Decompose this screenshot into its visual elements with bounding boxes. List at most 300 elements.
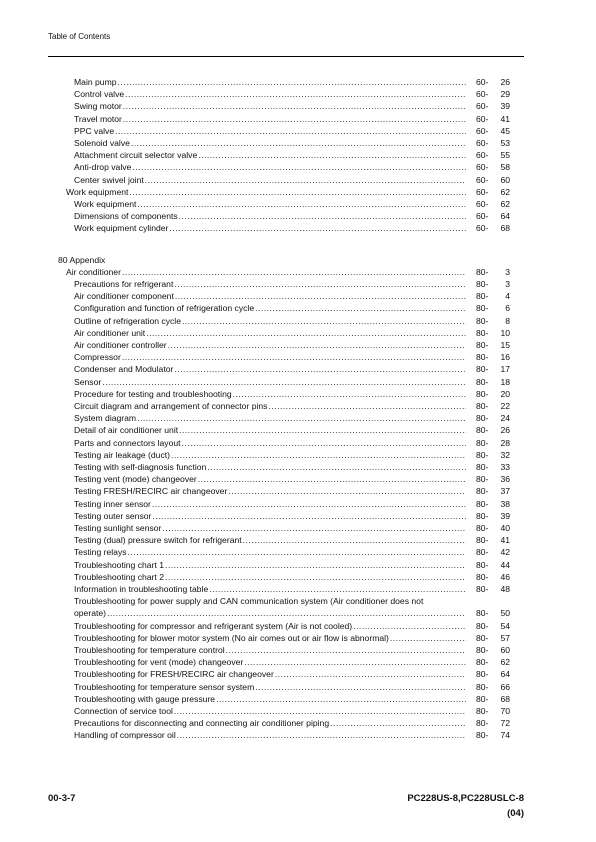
toc-section-number: 80- xyxy=(476,632,489,643)
toc-entry-label-wrap xyxy=(66,186,466,198)
toc-section-number: 60- xyxy=(476,89,489,100)
toc-page-number: 40 xyxy=(500,522,510,533)
toc-entry-continued-line xyxy=(0,595,596,607)
toc-entry-title: Circuit diagram and arrangement of connector pins xyxy=(74,400,268,411)
toc-section-number: 60- xyxy=(476,77,489,87)
dot-leader xyxy=(226,644,466,656)
dot-leader xyxy=(233,388,466,400)
toc-page-number: 53 xyxy=(500,138,510,148)
toc-entry[interactable] xyxy=(0,174,596,186)
toc-entry-title: Testing FRESH/RECIRC air changeover xyxy=(74,486,228,497)
dot-leader xyxy=(165,559,466,571)
toc-section-number: 80- xyxy=(476,730,489,741)
toc-entry[interactable] xyxy=(0,161,596,173)
toc-entry[interactable] xyxy=(0,76,596,88)
toc-page-number: 16 xyxy=(500,352,510,363)
toc-section-number: 80- xyxy=(476,278,489,289)
toc-entry[interactable] xyxy=(0,210,596,222)
toc-page-number: 33 xyxy=(500,461,510,472)
toc-entry-title: Air conditioner controller xyxy=(74,339,167,350)
toc-page-number: 15 xyxy=(500,339,510,350)
toc-entry[interactable] xyxy=(0,498,596,510)
toc-page-number: 74 xyxy=(500,730,510,741)
toc-entry[interactable] xyxy=(0,278,596,290)
toc-section-number: 80- xyxy=(476,315,489,326)
toc-entry[interactable] xyxy=(0,693,596,705)
toc-entry[interactable] xyxy=(0,717,596,729)
toc-entry-label-wrap xyxy=(74,681,466,693)
toc-section-number: 80- xyxy=(476,583,489,594)
toc-entry[interactable] xyxy=(0,315,596,327)
toc-entry-title: Compressor xyxy=(74,352,121,363)
toc-entry-title: Testing relays xyxy=(74,547,127,558)
toc-entry-title: Information in troubleshooting table xyxy=(74,583,209,594)
toc-page-number: 60 xyxy=(500,644,510,655)
toc-entry-label-wrap xyxy=(74,412,466,424)
dot-leader xyxy=(137,412,466,424)
dot-leader xyxy=(198,149,466,161)
toc-entry[interactable] xyxy=(0,339,596,351)
toc-entry-title: Parts and connectors layout xyxy=(74,437,181,448)
dot-leader xyxy=(244,656,466,668)
toc-entry[interactable] xyxy=(0,620,596,632)
toc-section-number: 80- xyxy=(476,425,489,436)
toc-entry-title: Connection of service tool xyxy=(74,705,173,716)
toc-entry-label-wrap xyxy=(74,174,466,186)
dot-leader xyxy=(131,137,466,149)
toc-entry-label-wrap xyxy=(74,437,466,449)
toc-entry-title: Troubleshooting for blower motor system (No air comes out or air flow is abnormal) xyxy=(74,632,389,643)
toc-page-number: 42 xyxy=(500,547,510,558)
toc-section-number: 80- xyxy=(476,608,489,619)
toc-entry[interactable] xyxy=(0,571,596,583)
toc-page-number: 37 xyxy=(500,486,510,497)
toc-entry-label-wrap xyxy=(74,485,466,497)
toc-entry[interactable] xyxy=(0,485,596,497)
toc-entry-label-wrap xyxy=(74,571,466,583)
toc-page-number: 62 xyxy=(500,199,510,209)
toc-entry-title: Condenser and Modulator xyxy=(74,364,174,375)
toc-entry[interactable] xyxy=(0,149,596,161)
toc-page-number: 18 xyxy=(500,376,510,387)
toc-entry-label-wrap xyxy=(74,290,466,302)
toc-section-number: 60- xyxy=(476,211,489,222)
toc-section-number: 80- xyxy=(476,266,489,277)
toc-entry-title: Testing outer sensor xyxy=(74,510,152,521)
toc-entry[interactable] xyxy=(0,510,596,522)
toc-entry-label-wrap xyxy=(74,583,466,595)
toc-entry-label-wrap xyxy=(74,473,466,485)
toc-page-number: 72 xyxy=(500,718,510,729)
toc-entry-title: Work equipment xyxy=(66,186,129,197)
dot-leader xyxy=(182,437,466,449)
toc-entry[interactable] xyxy=(0,88,596,100)
dot-leader xyxy=(125,88,466,100)
toc-entry-label-wrap xyxy=(74,705,466,717)
toc-entry-title: Attachment circuit selector valve xyxy=(74,150,198,161)
dot-leader xyxy=(275,668,466,680)
toc-entry[interactable] xyxy=(0,449,596,461)
toc-section-number: 60- xyxy=(476,150,489,161)
toc-entry[interactable] xyxy=(0,632,596,644)
toc-page-number: 62 xyxy=(500,186,510,197)
toc-entry-title: Precautions for refrigerant xyxy=(74,278,174,289)
chapter-heading-row xyxy=(0,254,596,266)
toc-section-number: 80- xyxy=(476,327,489,338)
toc-page-number: 44 xyxy=(500,559,510,570)
model-code: PC228US-8,PC228USLC-8 xyxy=(407,793,524,804)
toc-page-number: 39 xyxy=(500,510,510,521)
dot-leader xyxy=(123,113,466,125)
toc-entry-label-wrap xyxy=(74,125,466,137)
toc-entry-label-wrap xyxy=(74,339,466,351)
toc-entry-label-wrap xyxy=(74,210,466,222)
toc-section-number: 80- xyxy=(476,571,489,582)
toc-entry[interactable] xyxy=(0,668,596,680)
toc-entry-label-wrap xyxy=(74,376,466,388)
toc-entry[interactable] xyxy=(0,424,596,436)
toc-entry[interactable] xyxy=(0,400,596,412)
dot-leader xyxy=(146,327,466,339)
toc-entry[interactable] xyxy=(0,461,596,473)
toc-page-number: 8 xyxy=(505,315,510,326)
toc-section-number: 80- xyxy=(476,449,489,460)
toc-entry[interactable] xyxy=(0,222,596,234)
toc-section-number: 80- xyxy=(476,364,489,375)
toc-entry-title: Air conditioner xyxy=(66,266,121,277)
toc-entry[interactable] xyxy=(0,137,596,149)
toc-entry-label-wrap xyxy=(74,400,466,412)
toc-entry-label-wrap xyxy=(74,546,466,558)
toc-entry-title: Detail of air conditioner unit xyxy=(74,425,179,436)
toc-entry-label-wrap xyxy=(74,315,466,327)
toc-section-number: 80- xyxy=(476,437,489,448)
toc-page-number: 55 xyxy=(500,150,510,161)
toc-page-number: 64 xyxy=(500,211,510,222)
dot-leader xyxy=(198,473,466,485)
dot-leader xyxy=(132,161,466,173)
toc-page-number: 58 xyxy=(500,162,510,173)
toc-entry-label-wrap xyxy=(74,363,466,375)
toc-entry[interactable] xyxy=(0,705,596,717)
toc-section-number: 80- xyxy=(476,522,489,533)
toc-entry-label-wrap xyxy=(74,656,466,668)
toc-entry-label-wrap xyxy=(74,510,466,522)
toc-entry-label-wrap xyxy=(74,729,466,741)
dot-leader xyxy=(177,729,466,741)
toc-section-number: 60- xyxy=(476,199,489,209)
toc-page-number: 39 xyxy=(500,101,510,112)
toc-entry-title: Work equipment xyxy=(74,199,137,209)
dot-leader xyxy=(152,498,466,510)
toc-entry-label-wrap xyxy=(74,88,466,100)
toc-entry[interactable] xyxy=(0,113,596,125)
toc-entry[interactable] xyxy=(0,351,596,363)
toc-entry[interactable] xyxy=(0,290,596,302)
toc-section-number: 80- xyxy=(476,547,489,558)
toc-entry-label-wrap xyxy=(74,668,466,680)
toc-entry[interactable] xyxy=(0,607,596,619)
dot-leader xyxy=(179,210,466,222)
dot-leader xyxy=(168,339,466,351)
dot-leader xyxy=(145,174,466,186)
toc-entry-label-wrap xyxy=(74,327,466,339)
toc-entry[interactable] xyxy=(0,363,596,375)
dot-leader xyxy=(353,620,466,632)
dot-leader xyxy=(255,681,466,693)
toc-entry-title: Testing with self-diagnosis function xyxy=(74,461,207,472)
dot-leader xyxy=(152,510,466,522)
toc-entry-label-wrap xyxy=(66,266,466,278)
toc-section-number: 80- xyxy=(476,705,489,716)
dot-leader xyxy=(129,186,466,198)
toc-entry-label-wrap xyxy=(74,113,466,125)
toc-entry-title: Anti-drop valve xyxy=(74,162,132,173)
toc-entry[interactable] xyxy=(0,266,596,278)
toc-entry-label-wrap xyxy=(74,388,466,400)
toc-entry[interactable] xyxy=(0,437,596,449)
toc-entry[interactable] xyxy=(0,681,596,693)
toc-entry-title: System diagram xyxy=(74,413,137,424)
toc-entry-title: Solenoid valve xyxy=(74,138,130,148)
toc-entry-title: Troubleshooting chart 2 xyxy=(74,571,164,582)
dot-leader xyxy=(118,76,466,88)
toc-page-number: 66 xyxy=(500,681,510,692)
chapter-heading: 80 Appendix xyxy=(58,254,106,265)
toc-entry[interactable] xyxy=(0,656,596,668)
toc-entry-title: Precautions for disconnecting and connecting air conditioner piping xyxy=(74,718,330,729)
dot-leader xyxy=(179,424,466,436)
toc-section-number: 80- xyxy=(476,303,489,314)
toc-entry-label-wrap xyxy=(74,278,466,290)
toc-page-number: 26 xyxy=(500,425,510,436)
toc-entry-title: Main pump xyxy=(74,77,117,87)
toc-page-number: 64 xyxy=(500,669,510,680)
toc-section-number: 80- xyxy=(476,388,489,399)
toc-entry[interactable] xyxy=(0,412,596,424)
toc-section-number: 80- xyxy=(476,413,489,424)
dot-leader xyxy=(174,363,466,375)
toc-entry[interactable] xyxy=(0,125,596,137)
toc-entry-title: Testing (dual) pressure switch for refrigerant xyxy=(74,535,242,546)
toc-entry-title: Testing vent (mode) changeover xyxy=(74,474,197,485)
toc-section-number: 80- xyxy=(476,693,489,704)
toc-section-number: 60- xyxy=(476,101,489,112)
toc-page-number: 28 xyxy=(500,437,510,448)
dot-leader xyxy=(207,461,466,473)
toc-page-number: 48 xyxy=(500,583,510,594)
toc-section-number: 80- xyxy=(476,474,489,485)
toc-entry[interactable] xyxy=(0,534,596,546)
toc-page-number: 41 xyxy=(500,113,510,124)
toc-entry-label-wrap xyxy=(74,693,466,705)
toc-entry[interactable] xyxy=(0,473,596,485)
dot-leader xyxy=(123,100,466,112)
toc-entry-label-wrap xyxy=(74,559,466,571)
toc-section-number: 80- xyxy=(476,352,489,363)
toc-section-number: 60- xyxy=(476,162,489,173)
revision-code: (04) xyxy=(507,808,524,819)
toc-entry-title: Control valve xyxy=(74,89,125,100)
toc-page-number: 20 xyxy=(500,388,510,399)
toc-section-number: 80- xyxy=(476,291,489,302)
toc-page-number: 36 xyxy=(500,474,510,485)
toc-entry-label-wrap xyxy=(74,449,466,461)
toc-page-number: 22 xyxy=(500,400,510,411)
toc-section-number: 80- xyxy=(476,339,489,350)
dot-leader xyxy=(169,222,466,234)
toc-section-number: 60- xyxy=(476,174,489,185)
toc-entry-label-wrap xyxy=(74,461,466,473)
toc-entry[interactable] xyxy=(0,198,596,210)
dot-leader xyxy=(165,571,466,583)
toc-entry-label-wrap xyxy=(74,620,466,632)
toc-section-number: 80- xyxy=(476,376,489,387)
toc-entry-label-wrap xyxy=(74,607,466,619)
toc-entry-label-wrap xyxy=(74,76,466,88)
toc-section-number: 60- xyxy=(476,223,489,234)
toc-entry-title: Troubleshooting for power supply and CAN communication system (Air conditioner does not xyxy=(74,596,424,607)
dot-leader xyxy=(122,351,466,363)
toc-section-number: 60- xyxy=(476,113,489,124)
toc-section-number: 80- xyxy=(476,461,489,472)
toc-section-number: 60- xyxy=(476,125,489,136)
toc-entry-title: Air conditioner component xyxy=(74,291,174,302)
toc-entry-title: Travel motor xyxy=(74,113,122,124)
dot-leader xyxy=(228,485,466,497)
dot-leader xyxy=(102,376,466,388)
toc-section-number: 80- xyxy=(476,620,489,631)
toc-page-number: 46 xyxy=(500,571,510,582)
toc-entry[interactable] xyxy=(0,327,596,339)
toc-page-number: 45 xyxy=(500,125,510,136)
toc-entry-label-wrap xyxy=(74,522,466,534)
dot-leader xyxy=(128,546,466,558)
toc-entry-label-wrap xyxy=(74,302,466,314)
toc-entry[interactable] xyxy=(0,559,596,571)
toc-entry-title: Testing air leakage (duct) xyxy=(74,449,171,460)
toc-entry-title: Testing sunlight sensor xyxy=(74,522,162,533)
toc-entry-title: Testing inner sensor xyxy=(74,498,151,509)
toc-page-number: 68 xyxy=(500,223,510,234)
toc-entry[interactable] xyxy=(0,302,596,314)
toc-entry-title: Troubleshooting for temperature control xyxy=(74,644,225,655)
toc-page-number: 6 xyxy=(505,303,510,314)
toc-section-number: 80- xyxy=(476,657,489,668)
toc-entry-title: Sensor xyxy=(74,376,102,387)
toc-section-number: 80- xyxy=(476,559,489,570)
toc-entry-label-wrap xyxy=(74,149,466,161)
toc-entry-title: Work equipment cylinder xyxy=(74,223,169,234)
dot-leader xyxy=(390,632,466,644)
toc-entry[interactable] xyxy=(0,644,596,656)
dot-leader xyxy=(209,583,466,595)
toc-section-number: 60- xyxy=(476,138,489,148)
toc-entry-title: Troubleshooting for temperature sensor system xyxy=(74,681,255,692)
toc-page-number: 24 xyxy=(500,413,510,424)
toc-page-number: 57 xyxy=(500,632,510,643)
toc-page-number: 29 xyxy=(500,89,510,100)
toc-page-number: 68 xyxy=(500,693,510,704)
toc-entry-title: Swing motor xyxy=(74,101,122,112)
toc-page-number: 10 xyxy=(500,327,510,338)
toc-entry-label-wrap xyxy=(74,100,466,112)
dot-leader xyxy=(174,705,466,717)
toc-entry-label-wrap xyxy=(74,137,466,149)
toc-section-number: 80- xyxy=(476,400,489,411)
toc-entry-title: Troubleshooting for vent (mode) changeover xyxy=(74,657,244,668)
toc-entry-title: Outline of refrigeration cycle xyxy=(74,315,181,326)
header-rule xyxy=(48,56,524,57)
dot-leader xyxy=(255,302,466,314)
toc-page-number: 60 xyxy=(500,174,510,185)
toc-page-number: 38 xyxy=(500,498,510,509)
toc-entry[interactable] xyxy=(0,522,596,534)
toc-page-number: 17 xyxy=(500,364,510,375)
toc-section-number: 80- xyxy=(476,644,489,655)
toc-entry-title: Troubleshooting chart 1 xyxy=(74,559,164,570)
dot-leader xyxy=(162,522,466,534)
toc-page-number: 3 xyxy=(505,266,510,277)
toc-entry-title: Handling of compressor oil xyxy=(74,730,176,741)
toc-entry-label-wrap xyxy=(74,534,466,546)
dot-leader xyxy=(137,198,466,210)
toc-entry[interactable] xyxy=(0,388,596,400)
toc-entry[interactable] xyxy=(0,376,596,388)
toc-page-number: 70 xyxy=(500,705,510,716)
toc-entry-title: PPC valve xyxy=(74,125,115,136)
toc-page-number: 41 xyxy=(500,535,510,546)
dot-leader xyxy=(175,290,466,302)
dot-leader xyxy=(122,266,466,278)
toc-section-number: 80- xyxy=(476,486,489,497)
toc-page-number: 26 xyxy=(500,77,510,87)
toc-entry-label-wrap xyxy=(74,198,466,210)
toc-page-number: 62 xyxy=(500,657,510,668)
toc-entry-label-wrap xyxy=(74,222,466,234)
dot-leader xyxy=(107,607,466,619)
toc-entry-title: Dimensions of components xyxy=(74,211,178,222)
toc-section-number: 60- xyxy=(476,186,489,197)
toc-entry-label-wrap xyxy=(74,632,466,644)
toc-section-number: 80- xyxy=(476,718,489,729)
toc-entry[interactable] xyxy=(0,583,596,595)
toc-entry-label-wrap xyxy=(74,424,466,436)
toc-entry[interactable] xyxy=(0,546,596,558)
toc-entry[interactable] xyxy=(0,100,596,112)
dot-leader xyxy=(171,449,466,461)
toc-section-number: 80- xyxy=(476,498,489,509)
toc-section-number: 80- xyxy=(476,669,489,680)
toc-page-number: 4 xyxy=(505,291,510,302)
toc-entry[interactable] xyxy=(0,729,596,741)
toc-entry-title: Troubleshooting with gauge pressure xyxy=(74,693,216,704)
dot-leader xyxy=(182,315,466,327)
toc-entry-label-wrap xyxy=(74,498,466,510)
toc-section-number: 80- xyxy=(476,681,489,692)
toc-entry-title: Configuration and function of refrigeration cycle xyxy=(74,303,255,314)
toc-entry-label-wrap xyxy=(74,717,466,729)
toc-entry-title: Center swivel joint xyxy=(74,174,144,185)
dot-leader xyxy=(216,693,466,705)
dot-leader xyxy=(268,400,466,412)
toc-entry[interactable] xyxy=(0,186,596,198)
dot-leader xyxy=(243,534,466,546)
page-number: 00-3-7 xyxy=(48,793,76,804)
toc-entry-label-wrap xyxy=(74,644,466,656)
toc-page-number: 54 xyxy=(500,620,510,631)
toc-page-number: 3 xyxy=(505,278,510,289)
